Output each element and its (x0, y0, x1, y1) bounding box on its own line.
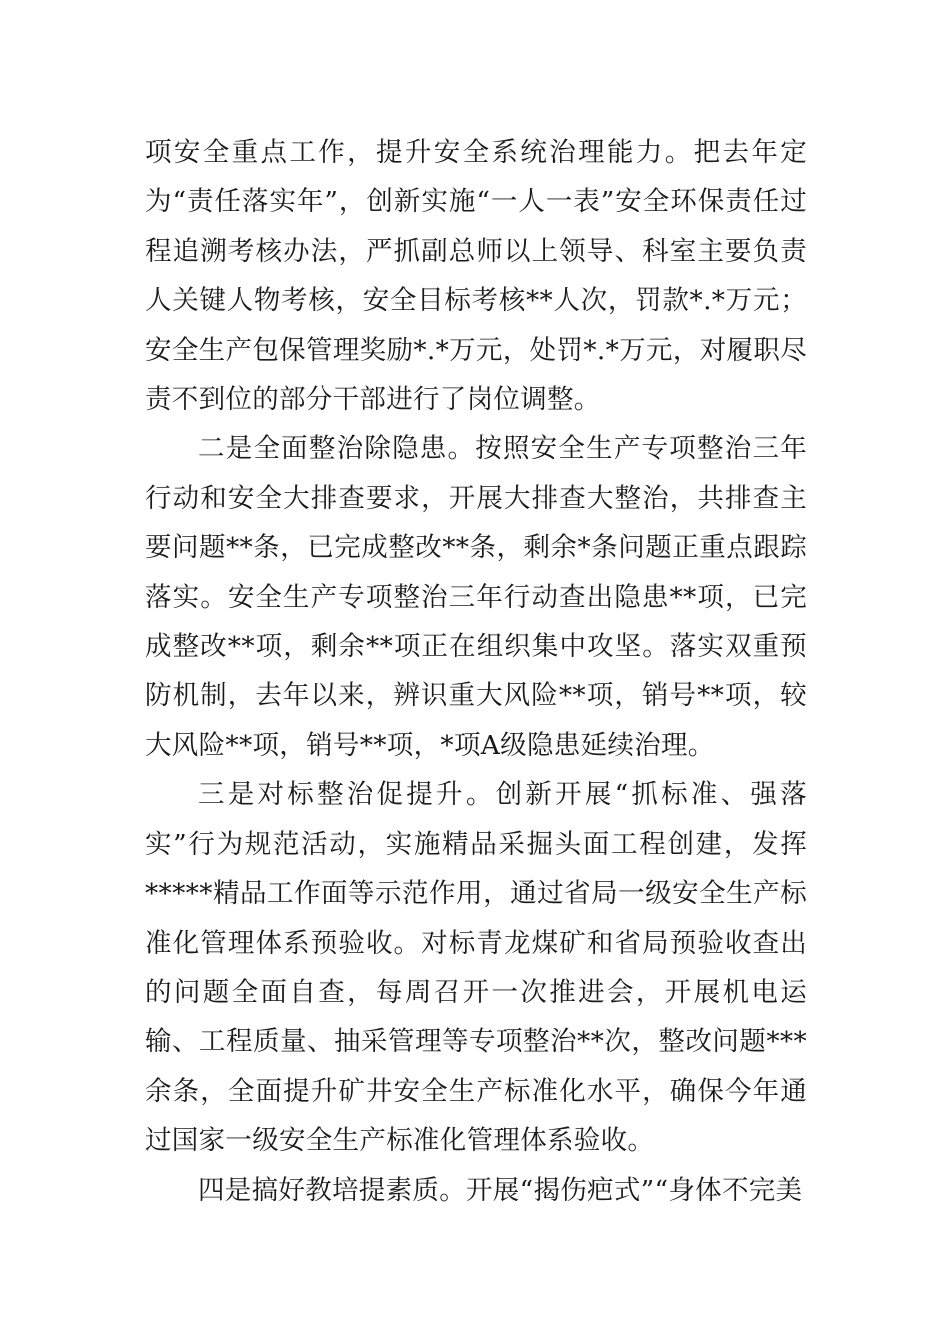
paragraph-3: 三是对标整治促提升。创新开展“抓标准、强落实”行为规范活动，实施精品采掘头面工程创建，发挥*****精品工作面等示范作用，通过省局一级安全生产标准化管理体系预验收。对标青龙煤矿和省局预验收查出的问题全面自查，每周召开一次推进会，开展机电运输、工程质量、抽采管理等专项整治**次，整改问题***余条，全面提升矿井安全生产标准化水平，确保今年通过国家一级安全生产标准化管理体系验收。 (145, 779, 807, 1157)
paragraph-2: 二是全面整治除隐患。按照安全生产专项整治三年行动和安全大排查要求，开展大排查大整治，共排查主要问题**条，已完成整改**条，剩余*条问题正重点跟踪落实。安全生产专项整治三年行动查出隐患**项，已完成整改**项，剩余**项正在组织集中攻坚。落实双重预防机制，去年以来，辨识重大风险**项，销号**项，较大风险**项，销号**项，*项A级隐患延续治理。 (145, 433, 807, 761)
document-body (145, 128, 807, 1215)
paragraph-4: 四是搞好教培提素质。开展“揭伤疤式”“身体不完美 (198, 1174, 803, 1206)
paragraph-1: 项安全重点工作，提升安全系统治理能力。把去年定为“责任落实年”，创新实施“一人一表”安全环保责任过程追溯考核办法，严抓副总师以上领导、科室主要负责人关键人物考核，安全目标考核**人次，罚款*.*万元；安全生产包保管理奖励*.*万元，处罚*.*万元，对履职尽责不到位的部分干部进行了岗位调整。 (145, 137, 807, 416)
